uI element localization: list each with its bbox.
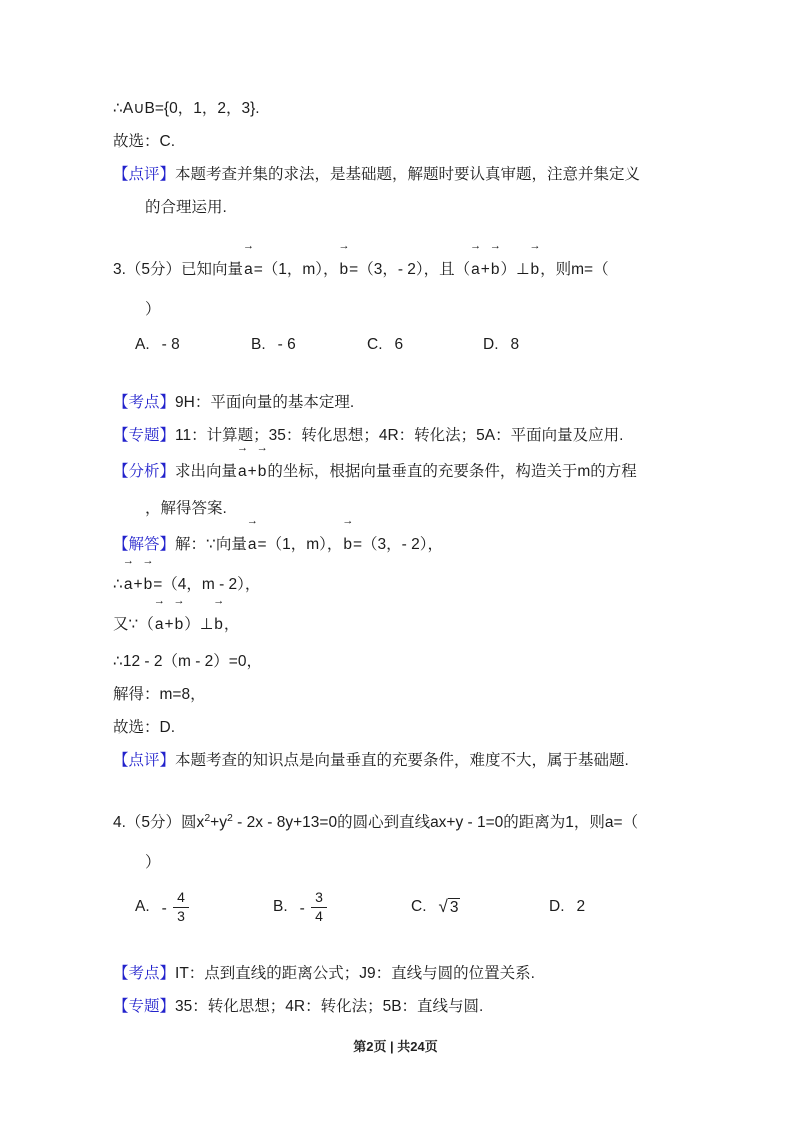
text-run: ） bbox=[145, 854, 161, 871]
text-line bbox=[113, 191, 733, 224]
options-row bbox=[113, 883, 733, 931]
section-label: 【考点】 bbox=[113, 394, 176, 411]
option-letter: D. bbox=[549, 897, 565, 915]
text-run: 2 bbox=[576, 897, 586, 915]
text-line bbox=[113, 158, 733, 191]
text-line bbox=[113, 92, 733, 125]
text-run: ）⊥ bbox=[500, 261, 530, 278]
text-line bbox=[113, 957, 733, 990]
superscript: 2 bbox=[204, 811, 211, 824]
option-value bbox=[439, 897, 461, 918]
vector-symbol bbox=[491, 250, 500, 290]
text-line bbox=[113, 605, 733, 645]
text-run: 11：计算题；35：转化思想；4R：转化法；5A：平面向量及应用. bbox=[175, 427, 624, 444]
text-run: 求出向量 bbox=[175, 463, 238, 480]
text-run: ） bbox=[145, 301, 161, 318]
fraction-denominator: 4 bbox=[315, 907, 323, 924]
text-line bbox=[113, 678, 733, 711]
square-root-body: 3 bbox=[449, 898, 459, 916]
text-run: 的坐标，根据向量垂直的充要条件，构造关于m的方程 bbox=[267, 463, 637, 480]
text-run: 35：转化思想；4R：转化法；5B：直线与圆. bbox=[175, 998, 484, 1015]
text-run: ∴A∪B={0，1，2，3}. bbox=[113, 100, 260, 117]
vector-letter: a bbox=[154, 616, 164, 633]
vector-letter: b bbox=[530, 261, 540, 278]
text-run: + bbox=[133, 576, 143, 593]
text-run: 4.（5分）圆x bbox=[113, 814, 205, 831]
superscript: 2 bbox=[226, 811, 233, 824]
text-run: ∴12 - 2（m - 2）=0， bbox=[113, 653, 262, 670]
option-letter: D. bbox=[483, 336, 499, 353]
text-run: - bbox=[161, 899, 172, 917]
fraction bbox=[311, 889, 327, 925]
text-line bbox=[113, 803, 733, 843]
text-run: ）⊥ bbox=[184, 616, 214, 633]
vector-symbol bbox=[124, 565, 133, 605]
text-line bbox=[113, 744, 733, 777]
text-run: ，解得答案. bbox=[145, 500, 227, 517]
text-run: - bbox=[299, 899, 310, 917]
section-label: 【专题】 bbox=[113, 427, 176, 444]
text-run: - 6 bbox=[277, 336, 296, 353]
text-line bbox=[113, 843, 733, 883]
text-run: 解：∵向量 bbox=[175, 536, 247, 553]
text-line bbox=[113, 125, 733, 158]
option-b bbox=[273, 889, 411, 925]
text-run: ， bbox=[223, 616, 240, 633]
vector-symbol bbox=[244, 250, 253, 290]
question-4 bbox=[113, 803, 733, 931]
vector-letter: b bbox=[257, 463, 267, 480]
text-run: ，则m=（ bbox=[540, 261, 609, 278]
vector-symbol bbox=[343, 525, 352, 565]
text-line bbox=[113, 419, 733, 452]
option-letter: C. bbox=[367, 336, 383, 353]
text-run: + bbox=[480, 261, 490, 278]
vector-symbol bbox=[155, 605, 164, 645]
option-value bbox=[162, 330, 180, 360]
question-4-meta bbox=[113, 957, 733, 1023]
vector-symbol bbox=[340, 250, 349, 290]
text-line bbox=[113, 250, 733, 290]
text-run: + bbox=[164, 616, 174, 633]
text-run: 3.（5分）已知向量 bbox=[113, 261, 244, 278]
text-line bbox=[113, 645, 733, 678]
vector-symbol bbox=[248, 525, 257, 565]
text-run: 9H：平面向量的基本定理. bbox=[175, 394, 355, 411]
fraction-numerator: 3 bbox=[311, 889, 327, 908]
vector-letter: a bbox=[123, 576, 133, 593]
vector-letter: b bbox=[143, 576, 153, 593]
text-run: - 8 bbox=[161, 336, 180, 353]
text-run: 本题考查的知识点是向量垂直的充要条件，难度不大，属于基础题. bbox=[175, 752, 629, 769]
text-run: 的合理运用. bbox=[145, 199, 227, 216]
text-run: =（1，m）， bbox=[253, 261, 339, 278]
option-letter: B. bbox=[251, 336, 266, 353]
text-run: 6 bbox=[394, 336, 404, 353]
page-footer: 第2页 | 共24页 bbox=[353, 1039, 438, 1054]
text-run: =（1，m）， bbox=[257, 536, 343, 553]
fraction bbox=[173, 889, 189, 925]
text-line bbox=[113, 386, 733, 419]
option-value bbox=[300, 889, 329, 925]
vector-letter: b bbox=[214, 616, 223, 633]
text-run: IT：点到直线的距离公式；J9：直线与圆的位置关系. bbox=[175, 965, 535, 982]
section-label: 【分析】 bbox=[113, 463, 176, 480]
fraction-denominator: 3 bbox=[177, 907, 185, 924]
vector-letter: b bbox=[339, 261, 349, 278]
text-line bbox=[113, 492, 733, 525]
option-value bbox=[511, 330, 520, 360]
section-label: 【点评】 bbox=[113, 166, 176, 183]
text-run: 故选：C. bbox=[113, 133, 176, 150]
option-b bbox=[251, 330, 367, 360]
text-run: ∴ bbox=[113, 576, 123, 593]
vector-symbol bbox=[214, 605, 223, 645]
question-3 bbox=[113, 250, 733, 360]
square-root bbox=[439, 897, 461, 918]
vector-letter: a bbox=[247, 536, 257, 553]
text-run: +y bbox=[210, 814, 227, 831]
option-letter: A. bbox=[135, 897, 150, 915]
question-3-solution bbox=[113, 386, 733, 777]
option-value bbox=[278, 330, 296, 360]
text-run: =（3，- 2），且（ bbox=[349, 261, 471, 278]
text-run: =（3，- 2）， bbox=[352, 536, 443, 553]
option-letter: B. bbox=[273, 897, 288, 915]
text-line bbox=[113, 565, 733, 605]
option-c bbox=[411, 897, 549, 918]
fraction-numerator: 4 bbox=[173, 889, 189, 908]
text-run: - 2x - 8y+13=0的圆心到直线ax+y - 1=0的距离为1，则a=（ bbox=[232, 814, 639, 831]
section-label: 【专题】 bbox=[113, 998, 176, 1015]
text-run: 又∵（ bbox=[113, 616, 154, 633]
question-2-solution-tail bbox=[113, 92, 733, 224]
vector-symbol bbox=[175, 605, 184, 645]
text-run: 本题考查并集的求法，是基础题，解题时要认真审题，注意并集定义 bbox=[175, 166, 641, 183]
text-line bbox=[113, 290, 733, 330]
option-a bbox=[135, 889, 273, 925]
text-line bbox=[113, 452, 733, 492]
text-line bbox=[113, 525, 733, 565]
option-c bbox=[367, 330, 483, 360]
option-value bbox=[577, 898, 586, 917]
vector-symbol bbox=[258, 452, 267, 492]
text-run: =（4，m - 2）， bbox=[153, 576, 261, 593]
vector-symbol bbox=[144, 565, 153, 605]
vector-symbol bbox=[471, 250, 480, 290]
vector-symbol bbox=[238, 452, 247, 492]
vector-symbol bbox=[531, 250, 540, 290]
vector-letter: b bbox=[174, 616, 184, 633]
option-value bbox=[395, 330, 404, 360]
option-letter: C. bbox=[411, 897, 427, 915]
text-run: 解得：m=8， bbox=[113, 686, 206, 703]
option-letter: A. bbox=[135, 336, 150, 353]
section-label: 【点评】 bbox=[113, 752, 176, 769]
text-run: 故选：D. bbox=[113, 719, 176, 736]
text-run: 8 bbox=[510, 336, 520, 353]
option-d bbox=[549, 898, 687, 917]
vector-letter: a bbox=[238, 463, 247, 480]
option-a bbox=[135, 330, 251, 360]
option-d bbox=[483, 330, 599, 360]
section-label: 【考点】 bbox=[113, 965, 176, 982]
options-row bbox=[113, 330, 733, 360]
vector-letter: a bbox=[471, 261, 480, 278]
document-content bbox=[113, 92, 733, 1023]
vector-letter: b bbox=[490, 261, 500, 278]
text-run: + bbox=[247, 463, 257, 480]
text-line bbox=[113, 711, 733, 744]
text-line bbox=[113, 990, 733, 1023]
section-label: 【解答】 bbox=[113, 536, 176, 553]
vector-letter: a bbox=[244, 261, 253, 278]
vector-letter: b bbox=[343, 536, 352, 553]
option-value bbox=[162, 889, 191, 925]
